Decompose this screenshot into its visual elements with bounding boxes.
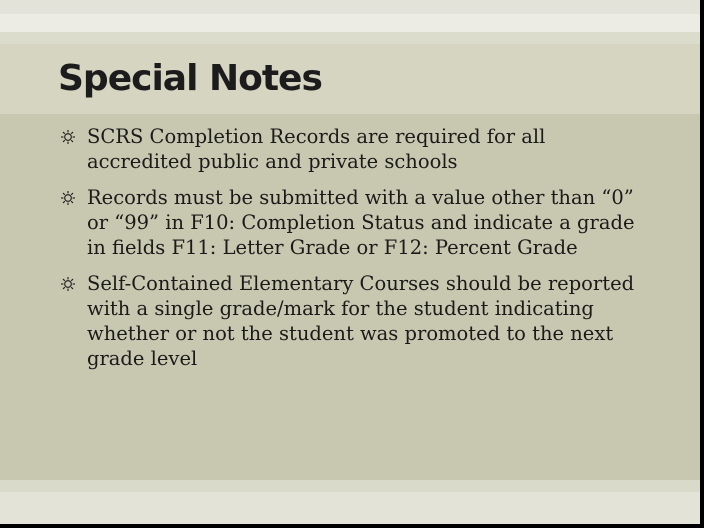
top-accent-band [0, 32, 700, 44]
bullet-item [60, 124, 650, 174]
bullet-text: Records must be submitted with a value other than “0” or “99” in F10: Completion Status and indicate a grade in fields F11: Letter Grade or F12: Percent Grade [87, 186, 635, 259]
sun-bullet-icon [60, 129, 76, 145]
sun-bullet-icon [60, 190, 76, 206]
bullet-text: SCRS Completion Records are required for all accredited public and private schools [87, 125, 546, 173]
bullet-item [60, 271, 650, 371]
bottom-accent-band [0, 480, 700, 492]
bullet-list [60, 124, 650, 382]
top-highlight-band [0, 14, 700, 32]
slide-title: Special Notes [58, 58, 322, 99]
bullet-text: Self-Contained Elementary Courses should be reported with a single grade/mark for the student indicating whether or not the student was promoted to the next grade level [87, 272, 635, 370]
bullet-item [60, 185, 650, 260]
bottom-band [0, 492, 700, 524]
top-band [0, 0, 700, 14]
sun-bullet-icon [60, 276, 76, 292]
